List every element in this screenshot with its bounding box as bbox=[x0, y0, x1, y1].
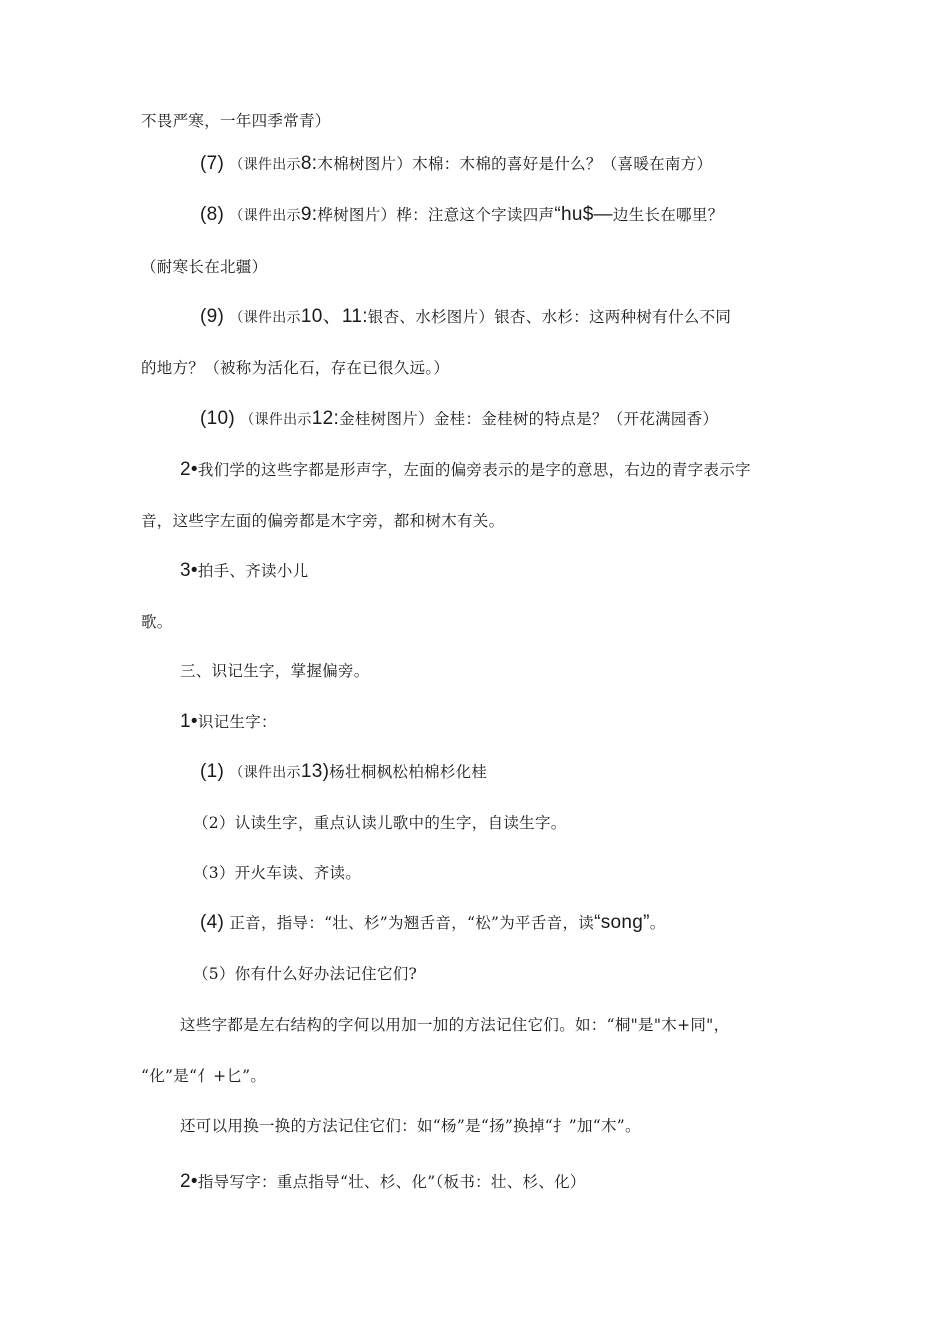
text-line-1 bbox=[141, 111, 331, 131]
text-line-22 bbox=[180, 1172, 586, 1192]
line-text: （5）你有什么好办法记住它们? bbox=[193, 965, 418, 983]
line-text: 音，这些字左面的偏旁都是木字旁，都和树木有关。 bbox=[141, 512, 505, 530]
line-text: （课件出示 bbox=[240, 412, 312, 428]
text-line-15 bbox=[193, 813, 567, 833]
line-text: 指导写字：重点指导“壮、杉、化”（板书：壮、杉、化） bbox=[197, 1173, 586, 1191]
line-text: 拍手、齐读小儿 bbox=[197, 562, 309, 580]
list-marker: 2• bbox=[180, 1171, 198, 1192]
slide-number: 12: bbox=[311, 408, 340, 429]
text-line-3 bbox=[200, 205, 723, 226]
list-marker: 3• bbox=[180, 560, 198, 581]
line-text: （课件出示 bbox=[229, 765, 301, 781]
line-text: （课件出示 bbox=[229, 208, 301, 224]
line-text: 的地方？（被称为活化石，存在已很久远。） bbox=[141, 359, 450, 377]
line-text: 不畏严寒，一年四季常青） bbox=[141, 112, 331, 130]
text-line-14 bbox=[200, 762, 487, 783]
line-text: 这些字都是左右结构的字何以用加一加的方法记住它们。如：“桐"是"木+同"， bbox=[180, 1016, 730, 1034]
line-text: 正音，指导：“壮、杉”为翘舌音，“松”为平舌音，读 bbox=[229, 914, 595, 932]
line-text: 金桂树图片）金桂：金桂树的特点是？（开花满园香） bbox=[339, 410, 719, 428]
text-line-8 bbox=[180, 460, 751, 480]
text-line-9 bbox=[141, 511, 504, 531]
item-number: (10) bbox=[200, 408, 235, 429]
slide-number: 13) bbox=[300, 761, 330, 782]
text-line-13 bbox=[180, 712, 277, 732]
pinyin-text: “hu$— bbox=[554, 204, 613, 225]
line-text: 歌。 bbox=[141, 613, 173, 631]
item-number: (8) bbox=[200, 204, 225, 225]
item-number: (4) bbox=[200, 912, 225, 933]
pinyin-text: “song” bbox=[594, 912, 650, 933]
line-text: 银杏、水杉图片）银杏、水杉：这两种树有什么不同 bbox=[367, 308, 732, 326]
text-line-10 bbox=[180, 561, 308, 581]
line-text: （课件出示 bbox=[229, 157, 301, 173]
item-number: (1) bbox=[200, 761, 225, 782]
line-text: 我们学的这些字都是形声字，左面的偏旁表示的是字的意思，右边的青字表示字 bbox=[197, 461, 751, 479]
text-line-17 bbox=[200, 913, 666, 933]
line-text: “化”是“亻+匕”。 bbox=[141, 1067, 267, 1085]
line-text: 识记生字： bbox=[197, 713, 277, 731]
line-text: 。 bbox=[649, 914, 666, 932]
text-line-7 bbox=[200, 409, 718, 430]
item-number: (7) bbox=[200, 153, 225, 174]
slide-number: 9: bbox=[300, 204, 318, 225]
list-marker: 2• bbox=[180, 459, 198, 480]
line-text: 三、识记生字，掌握偏旁。 bbox=[180, 662, 370, 680]
line-text: 杨壮桐枫松柏棉杉化桂 bbox=[329, 763, 488, 781]
text-line-4 bbox=[141, 257, 267, 277]
text-line-11 bbox=[141, 612, 173, 632]
text-line-18 bbox=[193, 964, 417, 984]
item-number: (9) bbox=[200, 306, 225, 327]
text-line-21 bbox=[180, 1116, 641, 1136]
text-line-19 bbox=[180, 1015, 729, 1035]
line-text: （耐寒长在北疆） bbox=[141, 258, 268, 276]
line-text: （3）开火车读、齐读。 bbox=[193, 864, 362, 882]
line-text: 边生长在哪里？ bbox=[612, 206, 724, 224]
section-heading bbox=[180, 661, 370, 681]
line-text: 还可以用换一换的方法记住它们：如“杨”是“扬”换掉“扌”加“木”。 bbox=[180, 1117, 641, 1135]
slide-number: 8: bbox=[300, 153, 318, 174]
slide-number: 10、11: bbox=[300, 306, 368, 327]
text-line-16 bbox=[193, 863, 361, 883]
text-line-20 bbox=[141, 1066, 266, 1086]
line-text: （课件出示 bbox=[229, 310, 301, 326]
text-line-5 bbox=[200, 307, 731, 328]
text-line-2 bbox=[200, 154, 712, 175]
list-marker: 1• bbox=[180, 711, 198, 732]
text-line-6 bbox=[141, 358, 449, 378]
line-text: 桦树图片）桦：注意这个字读四声 bbox=[317, 206, 555, 224]
line-text: 木棉树图片）木棉：木棉的喜好是什么？（喜暖在南方） bbox=[317, 155, 713, 173]
line-text: （2）认读生字，重点认读儿歌中的生字，自读生字。 bbox=[193, 814, 567, 832]
